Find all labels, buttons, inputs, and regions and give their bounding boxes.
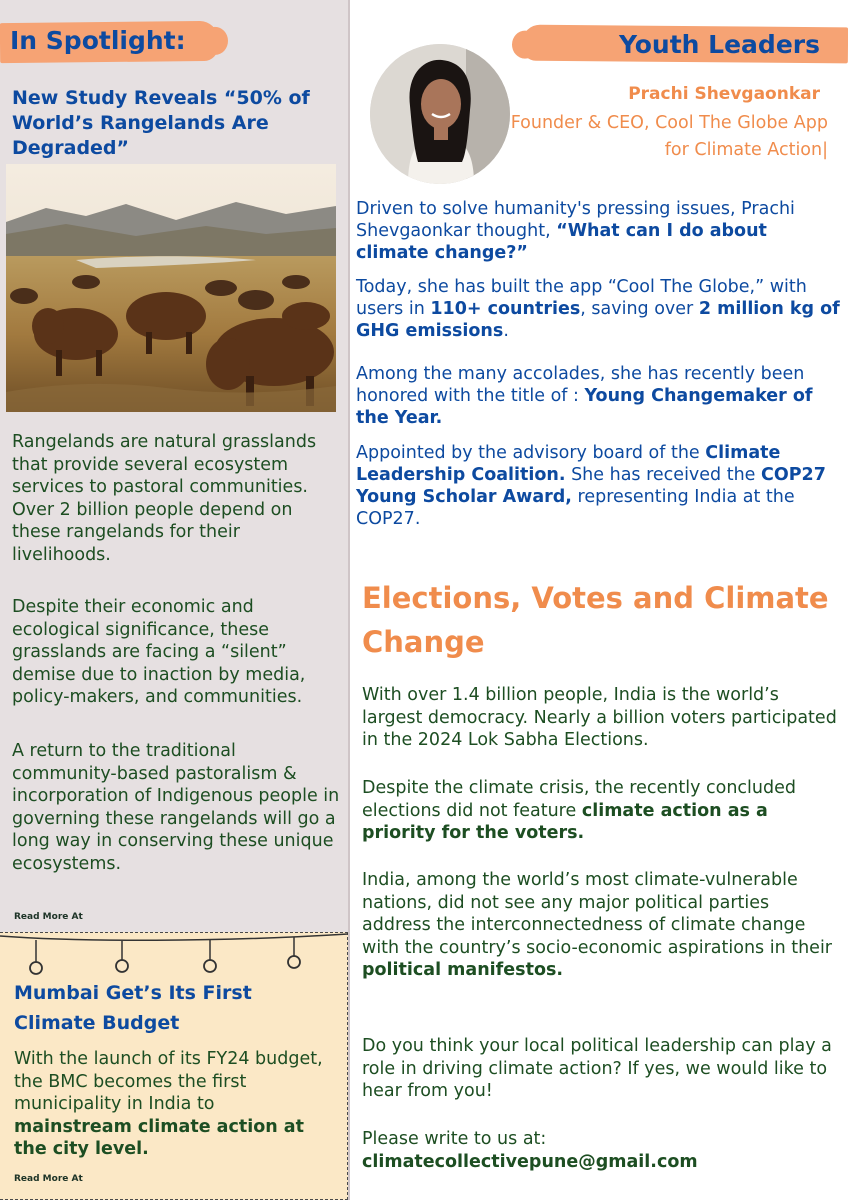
leader-role: Founder & CEO, Cool The Globe App for Climate Action| [510, 113, 828, 160]
rangelands-read-more-link[interactable]: Read More At [14, 912, 83, 922]
contact-email-link[interactable]: climatecollectivepune@gmail.com [362, 1151, 698, 1172]
rangelands-paragraph-1: Rangelands are natural grasslands that provide several ecosystem services to pastoral communities. Over 2 billion people depend on these rangelands for their livelihoods. [12, 432, 317, 565]
hanging-cord-decoration [0, 932, 348, 980]
leader-paragraph-4: Appointed by the advisory board of the Climate Leadership Coalition. She has received the COP27 Young Scholar Award, representing India at the COP27. [356, 443, 826, 529]
bison-rangeland-photo [6, 164, 336, 412]
mumbai-budget-text: With the launch of its FY24 budget, the BMC becomes the first municipality in India to mainstream climate action at the city level. [14, 1049, 323, 1159]
elections-paragraph-4: Do you think your local political leadership can play a role in driving climate action? If yes, we would like to hear from you! [362, 1036, 832, 1101]
mumbai-read-more-link[interactable]: Read More At [14, 1174, 83, 1184]
leader-paragraph-2: Today, she has built the app “Cool The Globe,” with users in 110+ countries, saving over 2 million kg of GHG emissions. [356, 277, 840, 341]
elections-paragraph-3: India, among the world’s most climate-vulnerable nations, did not see any major political parties address the interconnectedness of climate change with the country’s socio-economic aspirations in their political manifestos. [362, 870, 833, 980]
elections-heading: Elections, Votes and Climate Change [362, 581, 829, 659]
rangelands-article-heading: New Study Reveals “50% of World’s Rangelands Are Degraded” [12, 87, 310, 159]
spotlight-title: In Spotlight: [10, 26, 186, 55]
elections-paragraph-2: Despite the climate crisis, the recently concluded elections did not feature climate action as a priority for the voters. [362, 778, 796, 843]
leader-paragraph-1: Driven to solve humanity's pressing issues, Prachi Shevgaonkar thought, “What can I do about climate change?” [356, 199, 795, 263]
leader-name: Prachi Shevgaonkar [628, 84, 820, 104]
column-divider [348, 0, 350, 1200]
rangelands-paragraph-3: A return to the traditional community-based pastoralism & incorporation of Indigenous people in governing these rangelands will go a long way in conserving these unique ecosystems. [12, 741, 340, 874]
leader-paragraph-3: Among the many accolades, she has recently been honored with the title of : Young Changemaker of the Year. [356, 364, 813, 428]
mumbai-budget-title: Mumbai Get’s Its First Climate Budget [14, 982, 252, 1034]
elections-contact: Please write to us at: climatecollectivepune@gmail.com [362, 1128, 838, 1173]
leader-portrait [370, 44, 510, 184]
elections-paragraph-1: With over 1.4 billion people, India is the world’s largest democracy. Nearly a billion voters participated in the 2024 Lok Sabha Elections. [362, 685, 837, 750]
rangelands-paragraph-2: Despite their economic and ecological significance, these grasslands are facing a “silent” demise due to inaction by media, policy-makers, and communities. [12, 597, 306, 707]
youth-leaders-title: Youth Leaders [618, 30, 820, 59]
